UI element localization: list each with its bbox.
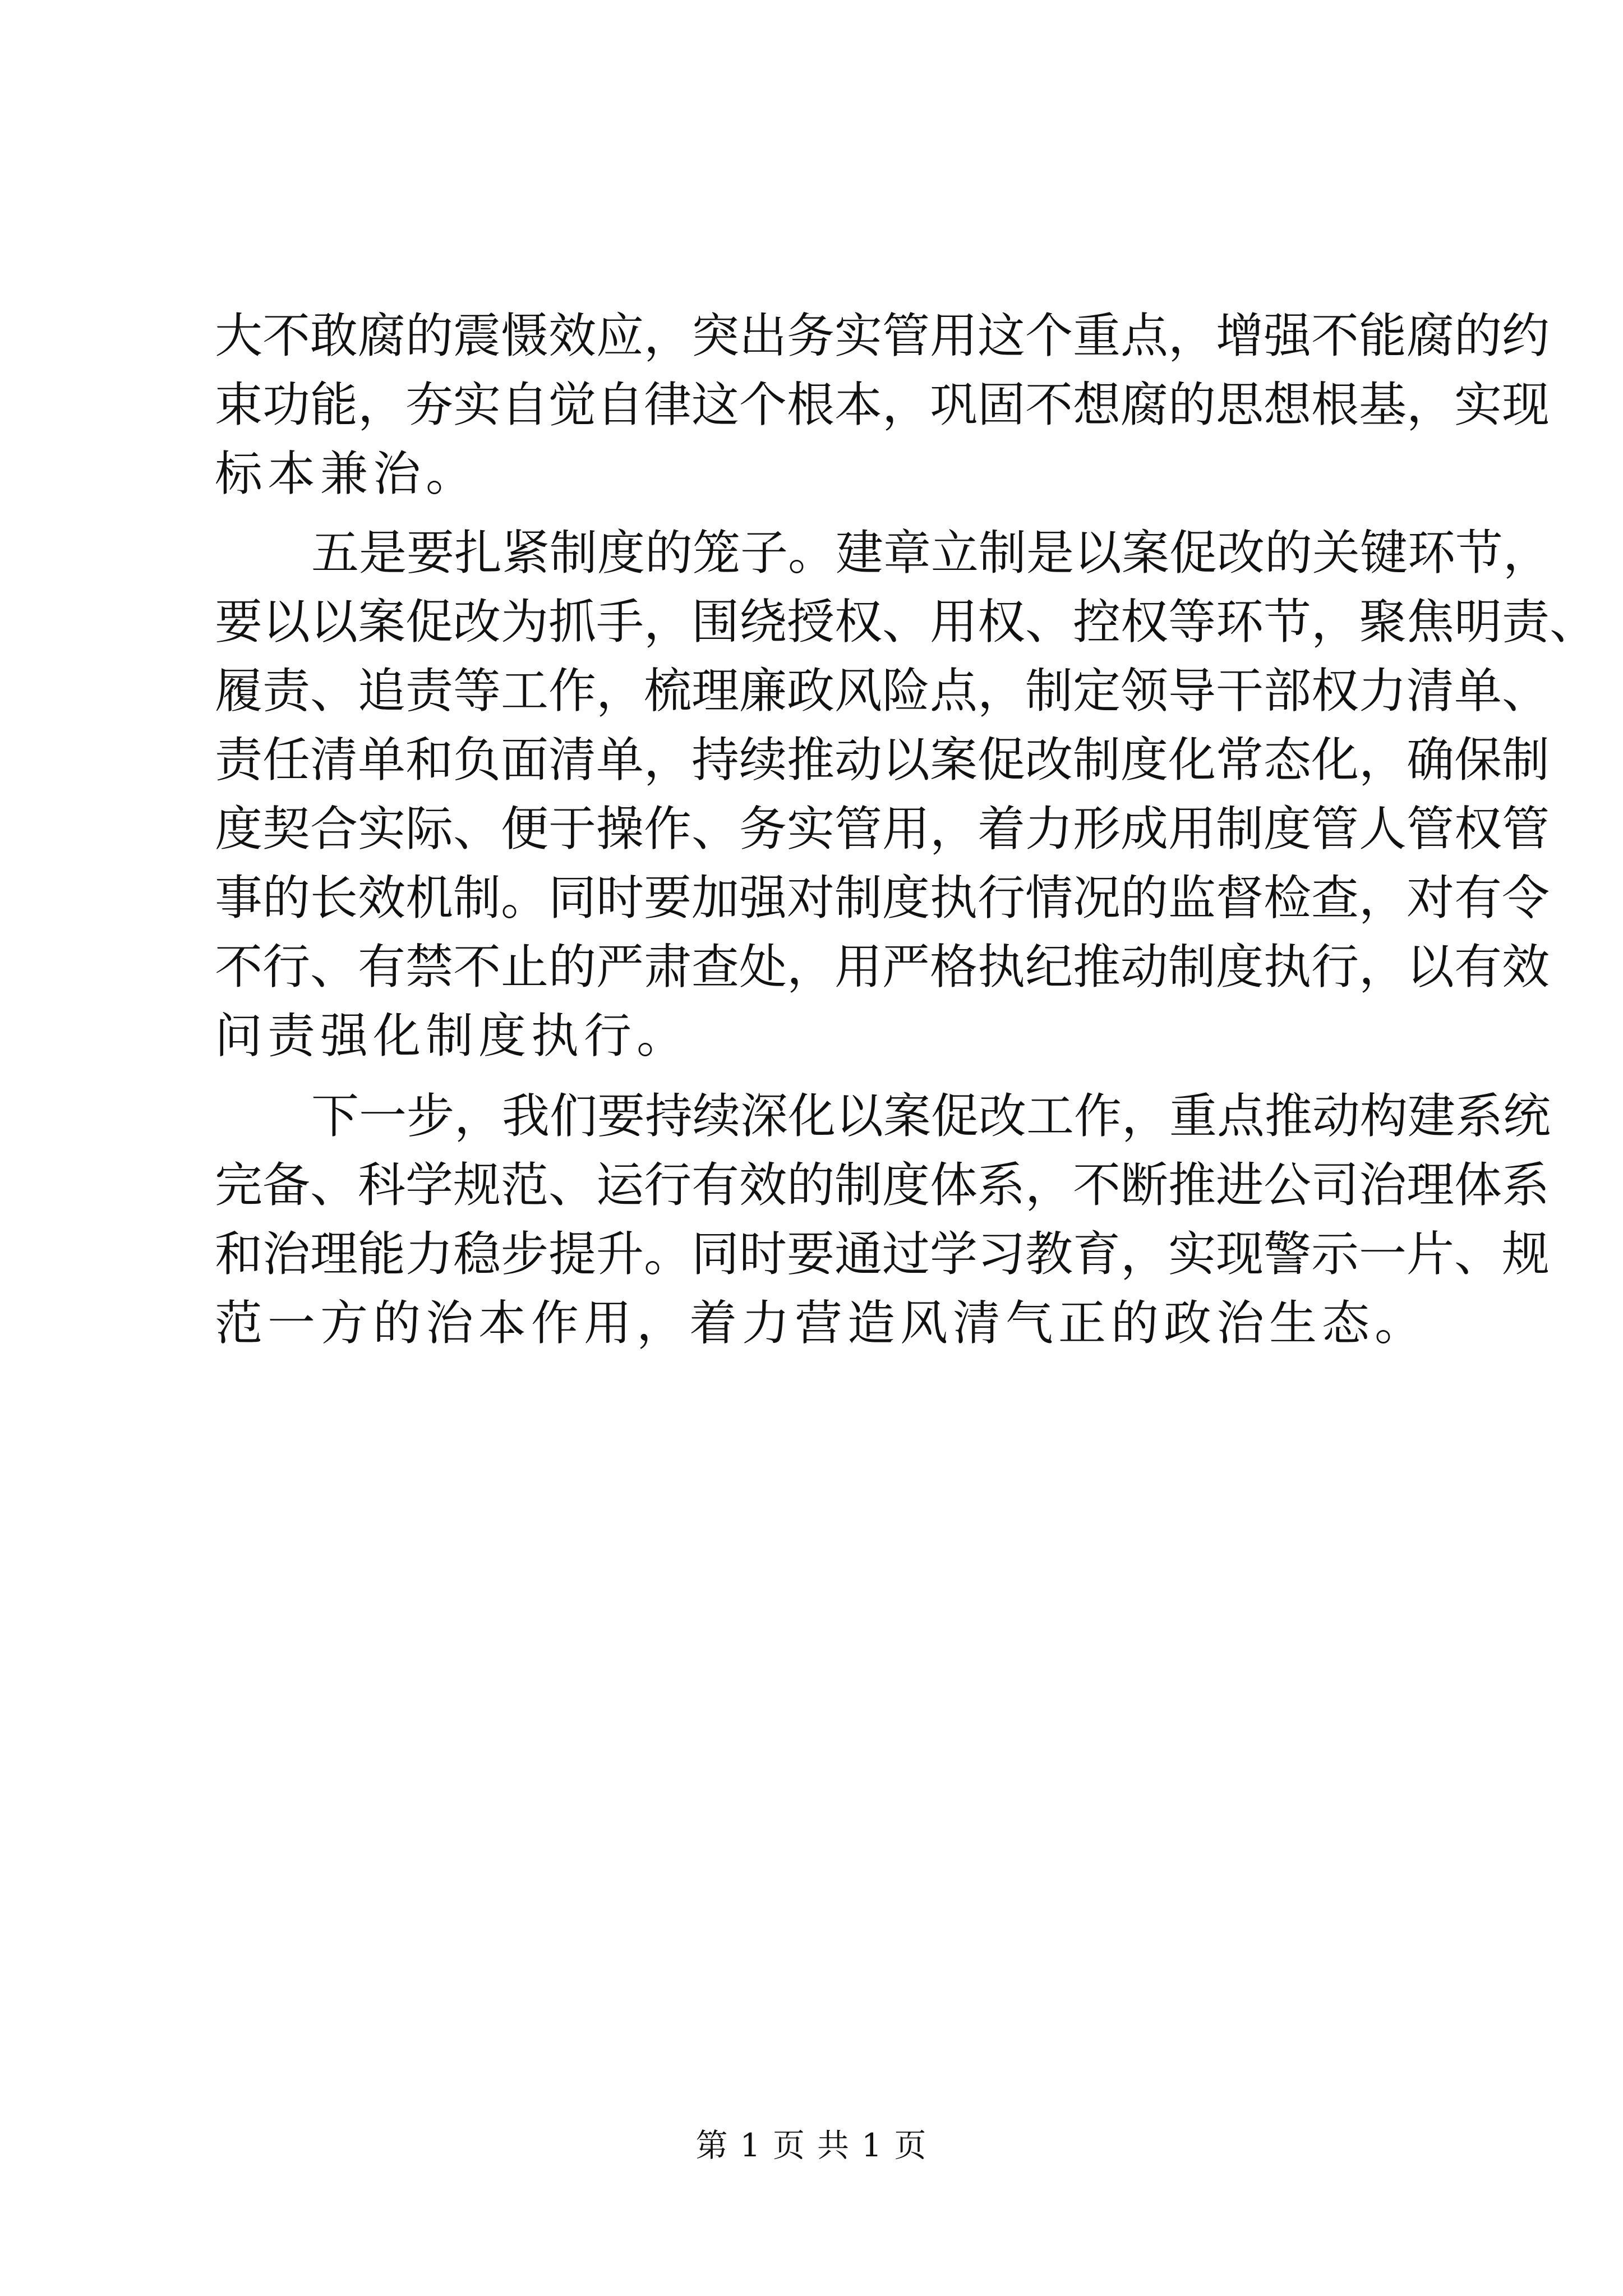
paragraph-line: 五是要扎紧制度的笼子。建章立制是以案促改的关键环节， (311, 526, 1551, 581)
document-body (215, 302, 1598, 1358)
paragraph-spacer (215, 1071, 1415, 1082)
paragraph-spacer (215, 509, 1415, 519)
paragraph-line: 完备、科学规范、运行有效的制度体系，不断推进公司治理体系 (215, 1158, 1550, 1213)
paragraph-line: 范一方的治本作用，着力营造风清气正的政治生态。 (215, 1296, 1428, 1351)
paragraph-line: 履责、追责等工作，梳理廉政风险点，制定领导干部权力清单、 (215, 664, 1550, 719)
paragraph-line: 事的长效机制。同时要加强对制度执行情况的监督检查，对有令 (215, 871, 1550, 926)
paragraph-3 (215, 1082, 1551, 1358)
paragraph-line: 束功能，夯实自觉自律这个根本，巩固不想腐的思想根基，实现 (215, 378, 1550, 433)
paragraph-line: 要以以案促改为抓手，围绕授权、用权、控权等环节，聚焦明责、 (215, 595, 1598, 650)
paragraph-line: 和治理能力稳步提升。同时要通过学习教育，实现警示一片、规 (215, 1227, 1550, 1282)
paragraph-line: 责任清单和负面清单，持续推动以案促改制度化常态化，确保制 (215, 733, 1550, 788)
paragraph-line: 大不敢腐的震慑效应，突出务实管用这个重点，增强不能腐的约 (215, 309, 1550, 364)
paragraph-line: 不行、有禁不止的严肃查处，用严格执纪推动制度执行，以有效 (215, 940, 1550, 995)
paragraph-line: 标本兼治。 (215, 447, 479, 502)
paragraph-1 (215, 302, 1550, 509)
paragraph-2 (215, 519, 1598, 1071)
paragraph-line: 问责强化制度执行。 (215, 1009, 690, 1064)
page-number-footer: 第 1 页 共 1 页 (695, 2127, 928, 2164)
paragraph-line: 度契合实际、便于操作、务实管用，着力形成用制度管人管权管 (215, 802, 1550, 857)
paragraph-line: 下一步，我们要持续深化以案促改工作，重点推动构建系统 (311, 1089, 1551, 1144)
